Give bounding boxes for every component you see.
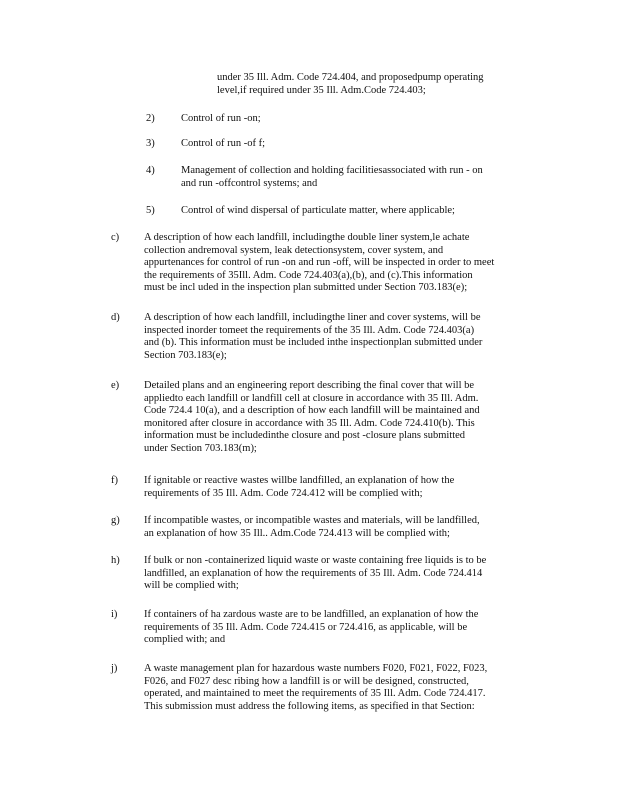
item-text	[144, 312, 482, 362]
item-marker: g)	[111, 515, 120, 526]
text-line: A description of how each landfill, includingthe liner and cover systems, will be	[144, 312, 481, 323]
item-marker: e)	[111, 380, 120, 391]
continuation-paragraph	[217, 72, 484, 97]
item-text	[181, 165, 483, 190]
text-line: A description of how each landfill, includingthe double liner system,le achate	[144, 232, 470, 243]
text-line: and (b). This information must be included inthe inspectionplan submitted under	[144, 337, 483, 349]
text-line: inspected inorder tomeet the requirements of the 35 Ill. Adm. Code 724.403(a)	[144, 324, 475, 336]
item-marker: f)	[111, 475, 118, 486]
text-line: If incompatible wastes, or incompatible wastes and materials, will be landfilled,	[144, 515, 480, 526]
text-line: complied with; and	[144, 634, 226, 646]
text-line: F026, and F027 desc ribing how a landfill is or will be designed, constructed,	[144, 675, 469, 687]
text-line: A waste management plan for hazardous waste numbers F020, F021, F022, F023,	[144, 663, 488, 674]
item-marker: j)	[111, 663, 118, 674]
item-text	[181, 205, 455, 218]
text-line: collection andremoval system, leak detectionsystem, cover system, and	[144, 244, 444, 256]
text-line: landfilled, an explanation of how the requirements of 35 Ill. Adm. Code 724.414	[144, 567, 483, 579]
text-line: Control of run -of f;	[181, 138, 265, 149]
item-marker: 3)	[146, 138, 155, 149]
text-line: Control of run -on;	[181, 113, 261, 124]
text-line: requirements of 35 Ill. Adm. Code 724.415 or 724.416, as applicable, will be	[144, 621, 468, 633]
text-line: must be incl uded in the inspection plan submitted under Section 703.183(e);	[144, 282, 468, 294]
text-line: and run -offcontrol systems; and	[181, 177, 318, 189]
text-line: If ignitable or reactive wastes willbe landfilled, an explanation of how the	[144, 475, 455, 486]
item-text	[144, 555, 486, 593]
item-text	[181, 113, 261, 126]
text-line: Detailed plans and an engineering report describing the final cover that will be	[144, 380, 475, 391]
text-line: Code 724.4 10(a), and a description of how each landfill will be maintained and	[144, 405, 480, 417]
item-marker: h)	[111, 555, 120, 566]
text-line: an explanation of how 35 Ill.. Adm.Code 724.413 will be complied with;	[144, 527, 450, 539]
text-line: If bulk or non -containerized liquid waste or waste containing free liquids is to be	[144, 555, 487, 566]
text-line: level,if required under 35 Ill. Adm.Code 724.403;	[217, 84, 426, 96]
item-text	[144, 232, 494, 295]
text-line: the requirements of 35Ill. Adm. Code 724.403(a),(b), and (c).This information	[144, 269, 473, 281]
item-text	[144, 380, 480, 456]
item-marker: i)	[111, 609, 118, 620]
item-text	[181, 138, 265, 151]
item-marker: 5)	[146, 205, 155, 216]
text-line: requirements of 35 Ill. Adm. Code 724.412 will be complied with;	[144, 487, 423, 499]
text-line: Control of wind dispersal of particulate matter, where applicable;	[181, 205, 455, 216]
item-text	[144, 609, 478, 647]
text-line: will be complied with;	[144, 580, 239, 592]
item-marker: 4)	[146, 165, 155, 176]
text-line: appurtenances for control of run -on and run -off, will be inspected in order to meet	[144, 257, 495, 269]
text-line: under 35 Ill. Adm. Code 724.404, and proposedpump operating	[217, 72, 484, 83]
item-marker: c)	[111, 232, 120, 243]
text-line: appliedto each landfill or landfill cell at closure in accordance with 35 Ill. Adm.	[144, 392, 479, 404]
text-line: operated, and maintained to meet the requirements of 35 Ill. Adm. Code 724.417.	[144, 688, 486, 700]
text-line: If containers of ha zardous waste are to be landfilled, an explanation of how the	[144, 609, 479, 620]
text-line: Section 703.183(e);	[144, 349, 227, 361]
item-marker: d)	[111, 312, 120, 323]
text-line: information must be includedinthe closure and post -closure plans submitted	[144, 430, 466, 442]
item-text	[144, 663, 487, 713]
item-marker: 2)	[146, 113, 155, 124]
item-text	[144, 515, 480, 540]
text-line: monitored after closure in accordance with 35 Ill. Adm. Code 724.410(b). This	[144, 417, 475, 429]
text-line: Management of collection and holding facilitiesassociated with run - on	[181, 165, 483, 176]
item-text	[144, 475, 454, 500]
text-line: This submission must address the following items, as specified in that Section:	[144, 700, 475, 712]
text-line: under Section 703.183(m);	[144, 442, 257, 454]
